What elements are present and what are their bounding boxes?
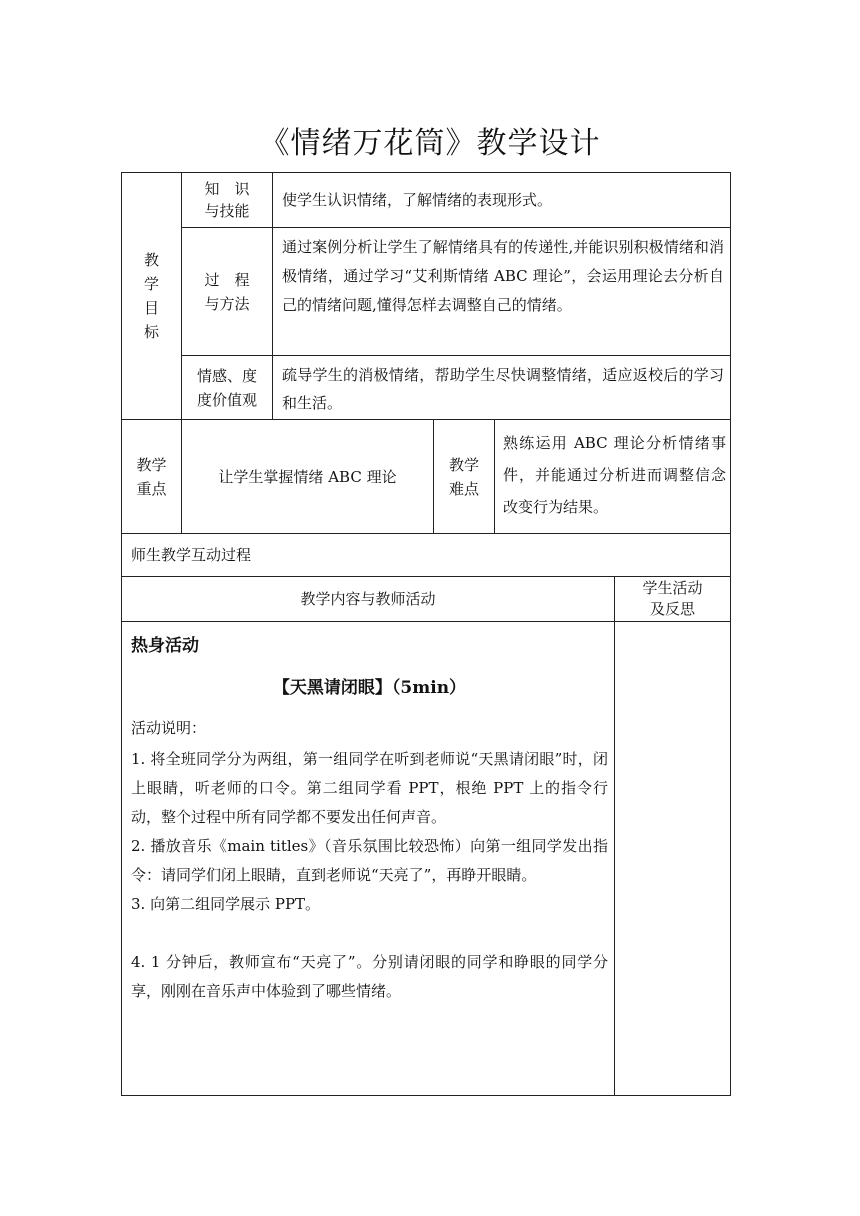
activity-step: 3. 向第二组同学展示 PPT。 bbox=[131, 895, 321, 913]
objective-content-knowledge: 使学生认识情绪，了解情绪的表现形式。 bbox=[282, 191, 553, 209]
process-header: 师生教学互动过程 bbox=[131, 546, 252, 564]
divider bbox=[494, 420, 495, 533]
objective-label-knowledge: 知 识 与技能 bbox=[204, 180, 250, 220]
objective-content-process: 通过案例分析让学生了解情绪具有的传递性,并能识别积极情绪和消极情绪，通过学习“艾利斯情绪 ABC 理论”，会运用理论去分析自己的情绪问题,懂得怎样去调整自己的情绪。 bbox=[282, 238, 724, 314]
content-column-header: 教学内容与教师活动 bbox=[300, 590, 436, 608]
objective-label-process: 过 程 与方法 bbox=[204, 270, 250, 313]
activity-content bbox=[131, 630, 608, 1094]
difficulty-content: 熟练运用 ABC 理论分析情绪事件，并能通过分析进而调整信念改变行为结果。 bbox=[503, 434, 726, 516]
page-title: 《情绪万花筒》教学设计 bbox=[259, 126, 601, 161]
divider bbox=[122, 621, 730, 622]
key-point-content: 让学生掌握情绪 ABC 理论 bbox=[218, 467, 397, 486]
objective-content-attitude: 疏导学生的消极情绪，帮助学生尽快调整情绪，适应返校后的学习和生活。 bbox=[282, 366, 724, 412]
activity-intro: 活动说明： bbox=[131, 719, 207, 737]
activity-heading: 热身活动 bbox=[131, 636, 199, 656]
activity-step: 4. 1 分钟后，教师宣布“天亮了”。分别请闭眼的同学和睁眼的同学分享，刚刚在音乐声中体验到了哪些情绪。 bbox=[131, 953, 608, 1000]
student-column-header: 学生活动 及反思 bbox=[642, 579, 703, 618]
difficulty-label: 教学 难点 bbox=[448, 455, 479, 498]
divider bbox=[614, 577, 615, 1095]
activity-step: 1. 将全班同学分为两组，第一组同学在听到老师说“天黑请闭眼”时，闭上眼睛，听老师的口令。第二组同学看 PPT，根绝 PPT 上的指令行动，整个过程中所有同学都不要发出任何声音。 bbox=[131, 750, 608, 826]
objectives-label: 教 学 目 标 bbox=[143, 251, 159, 341]
divider bbox=[272, 173, 273, 419]
activity-subheading: 【天黑请闭眼】（5min） bbox=[272, 678, 467, 698]
key-point-label: 教学 重点 bbox=[136, 455, 167, 498]
objective-label-attitude: 情感、度 度价值观 bbox=[196, 366, 257, 409]
activity-step: 2. 播放音乐《main titles》（音乐氛围比较恐怖）向第一组同学发出指令：请同学们闭上眼睛，直到老师说“天亮了”，再睁开眼睛。 bbox=[131, 837, 608, 884]
